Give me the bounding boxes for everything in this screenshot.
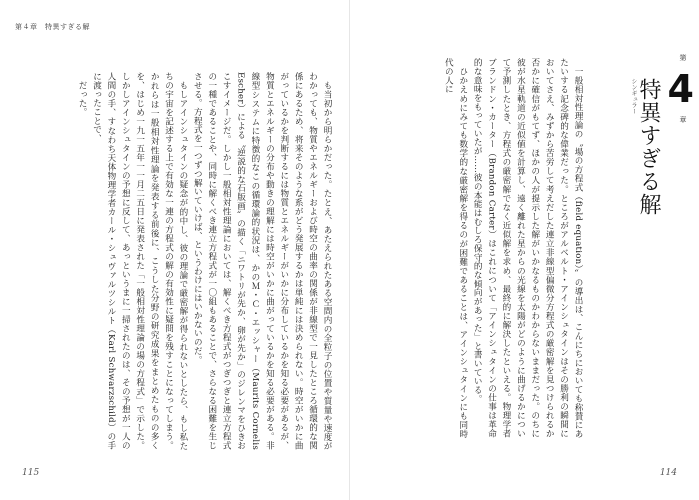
page-number: 115 — [22, 468, 40, 478]
chapter-number: 4 — [667, 67, 694, 111]
paragraph: だった。 — [77, 80, 88, 116]
chapter-ruby: シンギュラー — [630, 78, 637, 114]
right-page-body — [372, 58, 585, 438]
paragraph: もしアインシュタインの疑念が的中し、彼の理論で厳密解が得られないとしたら、もし私たちの宇宙を記述する上で有効な一連の方程式の解の有効性に疑問を残すことになってしまう。かれらは一般相対性理論を発表する前後に、こうした分野の研究成果をまとめたものの多くを、はじめ一九一五年一一月二五日に発表された「一般相対性理論の場の方程式」で示した。しかしアインシュタインの予想に反して、あっというまに一掃されたのは、その予想が一人の人間の手、すなわち天体物理学者カール・シュヴァルツシルト（Karl Schwarzschild）の手に渡ったことで、 — [91, 72, 188, 450]
chapter-label: 第 — [679, 54, 687, 61]
right-page — [350, 0, 699, 500]
chapter-title: 特異すぎる解 — [636, 78, 661, 216]
chapter-suffix: 章 — [679, 116, 687, 123]
left-page-body — [25, 72, 334, 450]
running-head: 第４章 特異すぎる解 — [15, 23, 90, 31]
left-page — [0, 0, 349, 500]
paragraph: ひかえめにみても数学的な厳密解を得るのが困難であることは、アインシュタインにも同時代の人に — [443, 58, 468, 438]
page-number: 114 — [659, 468, 677, 478]
paragraph: 一般相対性理論の〝場の方程式（field equation）〟の導出は、こんにちにおいても称賛にあたいする記念碑的な偉業だった。ところがアルベルト・アインシュタインはその勝利の瞬間においてさえ、みずから苦労して考えだした連立非線型偏微分方程式の厳密解を見つけられるか否かに確信がもてず、ほかの人が提示した解がいかなるものかわからないままだった。のちに彼が水星軌道の近似値を計算し、遠く離れた星からの光線を太陽がどのように曲げるかについて予測したとき、方程式の厳密解でなく近似解を求め、最終的に解決したといえる。物理学者ブランドン・カーター（Brandon Carter）はこれについて「アインシュタインの仕事は革命的な意味をもっていたが……彼の本能はむしろ保守的な傾向があった」と書いている。 — [472, 58, 583, 438]
paragraph: も当初から明らかだった。たとえ、あたえられたある空間内の全粒子の位置や質量や速度がわかっても、物質やエネルギーおよび時空の曲率の関係が非線型で一見したところ循環的な関係にあるため、将来そのような系がどう発展するかは単純には決められない。時空がいかに曲がっているかを判断するには物質とエネルギーがいかに分布しているかを知る必要があるが、物質とエネルギーの分布や動きの理解には時空がいかに曲がっているかを知る必要がある。非線型システムに特徴的なこの循環論的状況は、かのＭ・Ｃ・エッシャー（Maurits Cornelis Escher）による〝逆説的な石版画〟の描く「ニワトリが先か、卵が先か」のジレンマをひきおこすイメージだ。しかし一般相対性理論においては、解くべき方程式がつぎつぎと連立方程式の一種であることや、同時に解くべき連立方程式が一〇組もあることで、さらなる困難を生じさせる。方程式を一つずつ解いていけば、というわけにはいかないのだ。 — [192, 72, 332, 450]
chapter-heading — [582, 52, 694, 242]
